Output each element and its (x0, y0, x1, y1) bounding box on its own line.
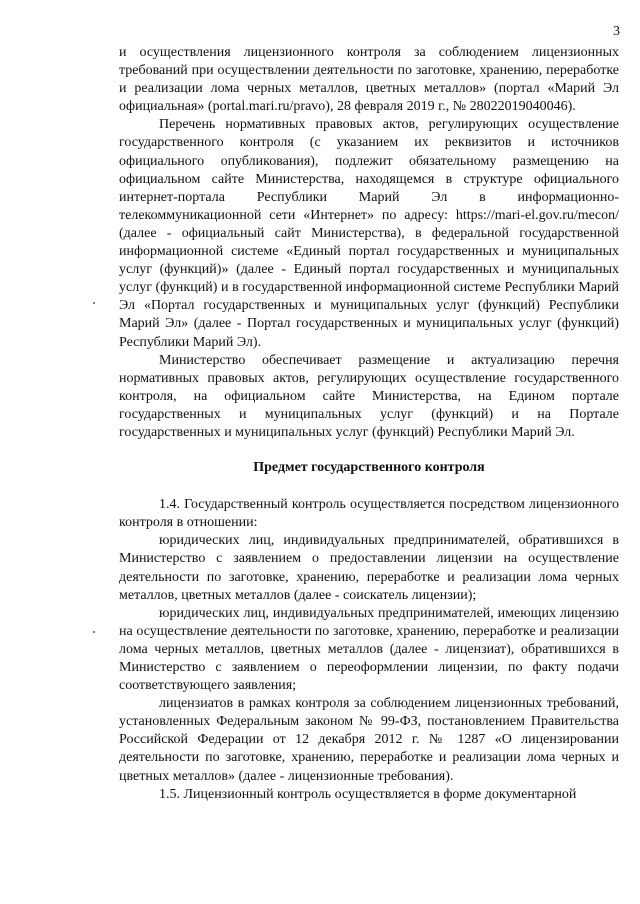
paragraph-licensees-reissue: юридических лиц, индивидуальных предпринимателей, имеющих лицензию на осуществление деятельности по заготовке, хранению, переработке и реализации лома черных металлов, цветных металлов (далее - лицензиат), обратившихся в Министерство с заявлением о переоформлении лицензии, по факту подачи соответствующего заявления; (119, 605, 619, 694)
paragraph-ministry-updates: Министерство обеспечивает размещение и актуализацию перечня нормативных правовых актов, регулирующих осуществление государственного контроля, на официальном сайте Министерства, на Едином портале государственных и муниципальных услуг (функций) и на Портале государственных и муниципальных услуг (функций) Республики Марий Эл. (119, 352, 619, 440)
paragraph-license-applicants: юридических лиц, индивидуальных предпринимателей, обратившихся в Министерство с заявлением о предоставлении лицензии на осуществление деятельности по заготовке, хранению, переработке и реализации лома черных металлов, цветных металлов (далее - соискатель лицензии); (119, 533, 619, 603)
document-body (119, 44, 619, 804)
paragraph-licensing-requirements: лицензиатов в рамках контроля за соблюдением лицензионных требований, установленных Федеральным законом № 99-ФЗ, постановлением Правительства Российской Федерации от 12 декабря 2012 г. № 1287 «О лицензировании деятельности по заготовке, хранению, переработке и реализации лома черных и цветных металлов» (далее - лицензионные требования). (119, 696, 619, 784)
scan-speck (93, 631, 95, 633)
paragraph-publication-continuation: и осуществления лицензионного контроля за соблюдением лицензионных требований при осуществлении деятельности по заготовке, хранению, переработке и реализации лома черных металлов, цветных металлов» (портал «Марий Эл официальная» (portal.mari.ru/pravo), 28 февраля 2019 г., № 28022019040046). (119, 45, 619, 115)
paragraph-control-scope: 1.4. Государственный контроль осуществляется посредством лицензионного контроля в отношении: (119, 497, 619, 531)
paragraph-legal-acts-list: Перечень нормативных правовых актов, регулирующих осуществление государственного контроля (с указанием их реквизитов и источников официального опубликования), подлежит обязательному размещению на официальном сайте Министерства, находящемся в структуре официального интернет-портала Республики Марий Эл в информационно-телекоммуникационной сети «Интернет» по адресу: https://mari-el.gov.ru/mecon/ (далее - официальный сайт Министерства), в федеральной государственной информационной системе «Единый портал государственных и муниципальных услуг (функций)» (далее - Единый портал государственных и муниципальных услуг (функций) и в государственной информационной системе Республики Марий Эл «Портал государственных и муниципальных услуг (функций) Республики Марий Эл» (далее - Портал государственных и муниципальных услуг (функций) Республики Марий Эл). (119, 117, 619, 350)
scan-speck (93, 302, 95, 304)
section-heading: Предмет государственного контроля (253, 460, 485, 476)
paragraph-documentary-control: 1.5. Лицензионный контроль осуществляется в форме документарной (159, 786, 577, 802)
page-number: 3 (613, 24, 620, 39)
